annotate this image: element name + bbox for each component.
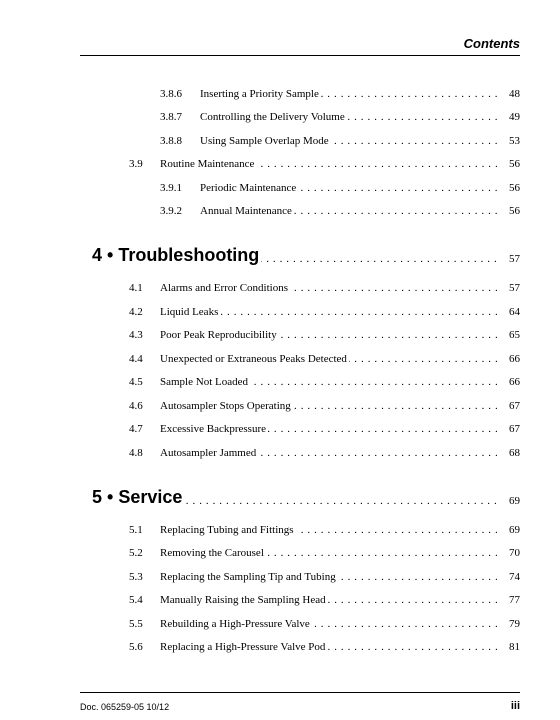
toc-subsection-row [0, 180, 520, 196]
entry-number: 4.4 [129, 353, 143, 365]
footer-rule [80, 692, 520, 693]
entry-title-text: Autosampler Jammed [160, 447, 257, 459]
entry-number: 5.5 [129, 618, 143, 630]
entry-number: 4.7 [129, 423, 143, 435]
toc-subsection-row [0, 203, 520, 219]
entry-title[interactable] [160, 280, 498, 296]
toc-section-row [0, 421, 520, 437]
header-rule [80, 55, 520, 56]
toc-chapter-row [0, 486, 520, 508]
toc-section-row [0, 398, 520, 414]
entry-title-text: Unexpected or Extraneous Peaks Detected [160, 353, 347, 365]
entry-page-number: 57 [509, 253, 520, 265]
chapter-title[interactable] [92, 486, 498, 508]
toc-section-row [0, 522, 520, 538]
entry-title-text: Liquid Leaks [160, 306, 219, 318]
entry-title[interactable] [200, 86, 498, 102]
entry-title-text: Controlling the Delivery Volume [200, 111, 345, 123]
entry-number: 3.9.2 [160, 205, 182, 217]
entry-title-text: Poor Peak Reproducibility [160, 329, 277, 341]
entry-title-text: Removing the Carousel [160, 547, 264, 559]
entry-title[interactable] [160, 592, 498, 608]
entry-title[interactable] [160, 616, 498, 632]
toc-section-row [0, 156, 520, 172]
entry-number: 4.8 [129, 447, 143, 459]
entry-title[interactable] [160, 351, 498, 367]
entry-title-text: Sample Not Loaded [160, 376, 248, 388]
entry-page-number: 81 [509, 641, 520, 653]
entry-title[interactable] [160, 569, 498, 585]
entry-page-number: 69 [509, 524, 520, 536]
entry-title[interactable] [160, 421, 498, 437]
entry-page-number: 49 [509, 111, 520, 123]
entry-title[interactable] [200, 133, 498, 149]
entry-number: 4.1 [129, 282, 143, 294]
entry-page-number: 79 [509, 618, 520, 630]
entry-number: 5.2 [129, 547, 143, 559]
entry-title-text: Using Sample Overlap Mode [200, 135, 329, 147]
entry-page-number: 57 [509, 282, 520, 294]
entry-number: 5.6 [129, 641, 143, 653]
entry-page-number: 56 [509, 205, 520, 217]
toc-section-row [0, 304, 520, 320]
toc-chapter-row [0, 244, 520, 266]
entry-page-number: 64 [509, 306, 520, 318]
entry-number: 4.5 [129, 376, 143, 388]
entry-number: 4.6 [129, 400, 143, 412]
entry-page-number: 56 [509, 182, 520, 194]
entry-title[interactable] [200, 109, 498, 125]
toc-section-row [0, 569, 520, 585]
entry-title-text: Replacing the Sampling Tip and Tubing [160, 571, 336, 583]
entry-number: 3.9 [129, 158, 143, 170]
entry-page-number: 67 [509, 423, 520, 435]
entry-number: 3.8.8 [160, 135, 182, 147]
entry-page-number: 74 [509, 571, 520, 583]
entry-page-number: 69 [509, 495, 520, 507]
toc-section-row [0, 616, 520, 632]
entry-title-text: Periodic Maintenance [200, 182, 297, 194]
entry-title[interactable] [160, 545, 498, 561]
entry-number: 5.1 [129, 524, 143, 536]
entry-page-number: 65 [509, 329, 520, 341]
entry-number: 3.8.7 [160, 111, 182, 123]
entry-title-text: Manually Raising the Sampling Head [160, 594, 326, 606]
entry-number: 4.2 [129, 306, 143, 318]
entry-title[interactable] [200, 203, 498, 219]
entry-page-number: 48 [509, 88, 520, 100]
entry-page-number: 68 [509, 447, 520, 459]
entry-title-text: Autosampler Stops Operating [160, 400, 291, 412]
entry-title[interactable] [160, 374, 498, 390]
entry-title-text: Alarms and Error Conditions [160, 282, 289, 294]
entry-title-text: Replacing a High-Pressure Valve Pod [160, 641, 326, 653]
entry-page-number: 66 [509, 353, 520, 365]
entry-title-text: Annual Maintenance [200, 205, 292, 217]
entry-page-number: 66 [509, 376, 520, 388]
entry-number: 5.4 [129, 594, 143, 606]
toc-subsection-row [0, 133, 520, 149]
toc-section-row [0, 445, 520, 461]
entry-title-text: Replacing Tubing and Fittings [160, 524, 294, 536]
toc-section-row [0, 351, 520, 367]
document-number: Doc. 065259-05 10/12 [80, 702, 170, 712]
toc-subsection-row [0, 109, 520, 125]
page-number: iii [510, 700, 520, 712]
entry-title[interactable] [160, 398, 498, 414]
entry-page-number: 67 [509, 400, 520, 412]
entry-number: 3.9.1 [160, 182, 182, 194]
entry-page-number: 56 [509, 158, 520, 170]
entry-title-text: Inserting a Priority Sample [200, 88, 319, 100]
entry-number: 3.8.6 [160, 88, 182, 100]
entry-page-number: 70 [509, 547, 520, 559]
chapter-title-text: 4 • Troubleshooting [92, 245, 260, 265]
entry-title[interactable] [160, 156, 498, 172]
entry-number: 4.3 [129, 329, 143, 341]
entry-title-text: Rebuilding a High-Pressure Valve [160, 618, 310, 630]
entry-title[interactable] [200, 180, 498, 196]
entry-title[interactable] [160, 445, 498, 461]
chapter-title-text: 5 • Service [92, 487, 183, 507]
chapter-title[interactable] [92, 244, 498, 266]
toc-section-row [0, 545, 520, 561]
entry-page-number: 53 [509, 135, 520, 147]
toc-section-row [0, 639, 520, 655]
entry-title-text: Excessive Backpressure [160, 423, 266, 435]
toc-section-row [0, 327, 520, 343]
entry-number: 5.3 [129, 571, 143, 583]
entry-page-number: 77 [509, 594, 520, 606]
toc-subsection-row [0, 86, 520, 102]
toc-section-row [0, 592, 520, 608]
header-title: Contents [463, 36, 520, 51]
entry-title[interactable] [160, 304, 498, 320]
toc-section-row [0, 280, 520, 296]
toc-section-row [0, 374, 520, 390]
entry-title-text: Routine Maintenance [160, 158, 255, 170]
entry-title[interactable] [160, 639, 498, 655]
entry-title[interactable] [160, 327, 498, 343]
entry-title[interactable] [160, 522, 498, 538]
